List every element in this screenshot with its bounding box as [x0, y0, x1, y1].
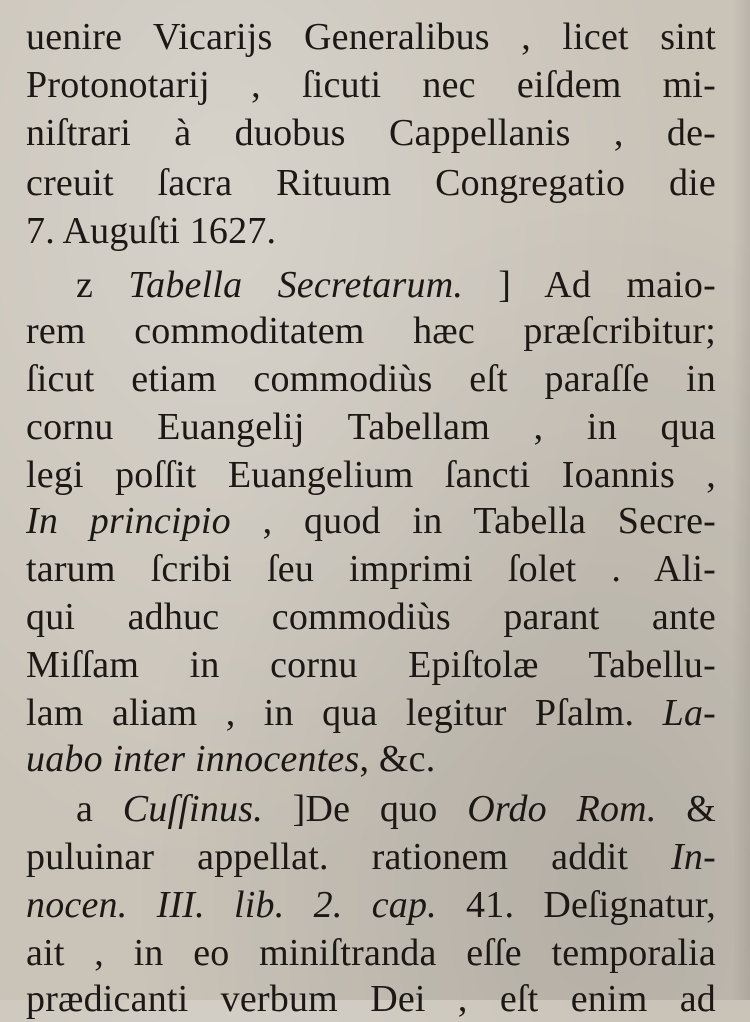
note-a-heading [76, 786, 716, 832]
text-line-3: niſtrari à duobus Cappellanis , de- [26, 112, 716, 154]
note-a-line-3 [26, 882, 716, 928]
note-z-line-7: tarum ſcribi ſeu imprimi ſolet . Ali- [26, 548, 716, 590]
note-a-line-5: prædicanti verbum Dei , eſt enim ad [26, 978, 716, 1020]
text-line-2: Protonotarij , ſicuti nec eiſdem mi- [26, 64, 716, 106]
note-z-line-4: cornu Euangelij Tabellam , in qua [26, 406, 716, 448]
ampersand: & [686, 788, 717, 830]
note-a-line-2 [26, 834, 716, 880]
page-gutter-shadow [732, 0, 750, 1000]
ordo-rom: Ordo Rom. [467, 788, 657, 830]
psalm-italic-2: uabo inter innocentes [26, 738, 360, 780]
note-a-line-2-text: puluinar appellat. rationem addit [26, 836, 629, 878]
psalm-end: , &c. [359, 738, 436, 780]
note-z-title: Tabella Secretarum. [128, 264, 464, 306]
note-a-title: Cuſſinus. [122, 788, 263, 830]
note-z-line-3: ſicut etiam commodiùs eſt paraſſe in [26, 358, 716, 400]
note-z-line-9: Miſſam in cornu Epiſtolæ Tabellu- [26, 644, 716, 686]
incipit-text: In principio [26, 500, 231, 542]
note-a-line-4: ait , in eo miniſtranda eſſe temporalia [26, 932, 716, 974]
psalm-italic-1: La- [662, 692, 717, 734]
note-a-line-2-italic: In- [671, 836, 716, 878]
note-z-line-5: legi poſſit Euangelium ſancti Ioannis , [26, 454, 716, 496]
note-z-rest: ] Ad maio- [498, 264, 716, 306]
text-line-1: uenire Vicarijs Generalibus , licet sint [26, 16, 716, 58]
note-z-line-11 [26, 736, 716, 782]
note-z-line-8: qui adhuc commodiùs parant ante [26, 596, 716, 638]
text-line-5: 7. Auguſti 1627. [26, 210, 277, 252]
incipit-rest: , quod in Tabella Secre- [262, 500, 716, 542]
note-z-heading [76, 262, 716, 308]
note-a-citation: nocen. III. lib. 2. cap. [26, 884, 437, 926]
note-a-line-3-rest: 41. Deſignatur, [466, 884, 716, 926]
note-z-letter: z [76, 264, 94, 306]
text-line-4: creuit ſacra Rituum Congregatio die [26, 162, 716, 204]
note-a-rest: ]De quo [292, 788, 438, 830]
psalm-line-text: lam aliam , in qua legitur Pſalm. [26, 692, 635, 734]
note-z-line-6 [26, 498, 716, 544]
note-z-line-10 [26, 690, 716, 736]
note-z-line-2: rem commoditatem hæc præſcribitur; [26, 310, 716, 352]
note-a-letter: a [76, 788, 94, 830]
